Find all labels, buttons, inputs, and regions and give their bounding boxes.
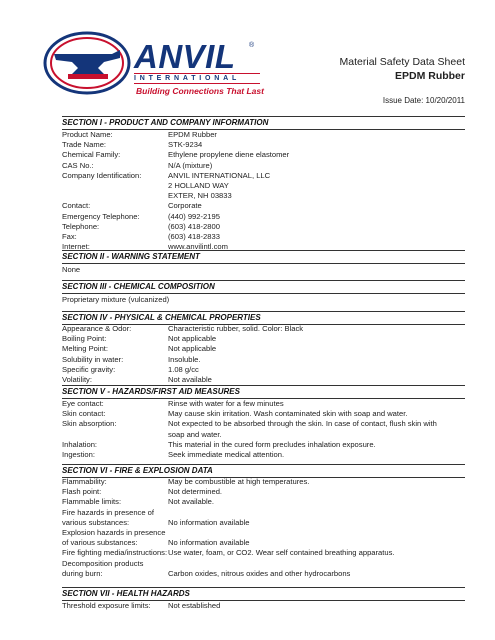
field-value: (440) 992-2195: [168, 211, 220, 221]
field-label: Solubility in water:: [62, 354, 124, 364]
field-value: Not applicable: [168, 344, 217, 354]
field-value: Not determined.: [168, 487, 223, 497]
field-label: Ingestion:: [62, 450, 95, 459]
issue-date: Issue Date: 10/20/2011: [382, 96, 465, 105]
field-value: Characteristic rubber, solid. Color: Black: [168, 324, 304, 333]
section-2-text: None: [62, 265, 81, 274]
field-value: Not applicable: [168, 334, 217, 344]
field-label: Product Name:: [62, 130, 113, 139]
field-label: Fire fighting media/instructions:: [62, 548, 168, 558]
field-label: Appearance & Odor:: [62, 324, 132, 333]
anvil-emblem-icon: [42, 30, 132, 96]
field-value: Seek immediate medical attention.: [168, 450, 285, 459]
anvil-logo: [42, 30, 264, 96]
field-value: (603) 418-2833: [168, 232, 220, 241]
field-value: 2 HOLLAND WAY: [168, 181, 229, 190]
field-value: 1.08 g/cc: [168, 364, 199, 374]
field-value: EPDM Rubber: [168, 130, 217, 139]
field-label: Decomposition products: [62, 558, 144, 568]
registered-mark: ®: [249, 42, 255, 49]
field-value: Ethylene propylene diene elastomer: [168, 150, 290, 160]
field-label: Contact:: [62, 201, 91, 211]
field-label: Trade Name:: [62, 140, 107, 150]
field-value: May be combustible at high temperatures.: [168, 477, 310, 486]
field-value: Carbon oxides, nitrous oxides and other hydrocarbons: [168, 568, 351, 578]
field-label: Company Identification:: [62, 170, 142, 180]
field-label: various substances:: [62, 517, 130, 527]
field-label: Telephone:: [62, 221, 100, 231]
field-value: Use water, foam, or CO2. Wear self contained breathing apparatus.: [168, 548, 395, 558]
field-value: Not established: [168, 601, 221, 610]
product-title: EPDM Rubber: [394, 70, 465, 82]
field-label: Skin contact:: [62, 409, 106, 419]
field-value: N/A (mixture): [168, 160, 213, 170]
field-value: EXTER, NH 03833: [168, 191, 232, 201]
field-value[interactable]: www.anvilintl.com: [168, 242, 228, 252]
field-value: Not expected to be absorbed through the skin. In case of contact, flush skin with: [168, 419, 437, 429]
field-label: Chemical Family:: [62, 150, 121, 160]
section-5-heading: SECTION V - HAZARDS/FIRST AID MEASURES: [62, 385, 465, 399]
field-label: Internet:: [62, 242, 90, 252]
field-value: Insoluble.: [168, 354, 201, 364]
field-label: Boiling Point:: [62, 334, 107, 344]
section-2-heading: SECTION II - WARNING STATEMENT: [62, 250, 465, 264]
field-label: during burn:: [62, 568, 103, 578]
section-3-heading: SECTION III - CHEMICAL COMPOSITION: [62, 280, 465, 294]
section-6-heading: SECTION VI - FIRE & EXPLOSION DATA: [62, 464, 465, 478]
document-title: Material Safety Data Sheet: [339, 56, 465, 68]
field-label: Threshold exposure limits:: [62, 601, 151, 610]
field-label: Flammability:: [62, 477, 107, 486]
field-label: of various substances:: [62, 538, 138, 548]
field-label: Flammable limits:: [62, 497, 122, 507]
section-3-text: Proprietary mixture (vulcanized): [62, 295, 170, 304]
field-value: No information available: [168, 517, 250, 527]
field-value: (603) 418-2800: [168, 221, 220, 231]
field-value: This material in the cured form precludes inhalation exposure.: [168, 439, 376, 449]
field-label: Fire hazards in presence of: [62, 507, 155, 517]
field-label: Flash point:: [62, 487, 102, 497]
logo-tagline: Building Connections That Last: [136, 86, 264, 96]
field-label: Volatility:: [62, 375, 92, 384]
field-label: Specific gravity:: [62, 364, 116, 374]
field-value: ANVIL INTERNATIONAL, LLC: [168, 170, 271, 180]
logo-subtitle: INTERNATIONAL: [134, 73, 260, 84]
field-label: Explosion hazards in presence: [62, 528, 166, 537]
field-value: May cause skin irritation. Wash contaminated skin with soap and water.: [168, 409, 408, 419]
field-value: Not available.: [168, 497, 215, 507]
field-value: No information available: [168, 538, 250, 548]
field-label: CAS No.:: [62, 160, 94, 170]
field-value: soap and water.: [168, 429, 222, 439]
field-value: Not available: [168, 375, 212, 384]
field-label: Inhalation:: [62, 439, 98, 449]
field-value: Rinse with water for a few minutes: [168, 399, 284, 408]
field-label: Skin absorption:: [62, 419, 117, 429]
logo-wordmark: ANVIL: [134, 38, 236, 75]
section-1-heading: SECTION I - PRODUCT AND COMPANY INFORMATION: [62, 116, 465, 130]
field-label: Eye contact:: [62, 399, 104, 408]
field-value: Corporate: [168, 201, 202, 211]
field-label: Melting Point:: [62, 344, 109, 354]
section-7-heading: SECTION VII - HEALTH HAZARDS: [62, 587, 465, 601]
field-value: STK-9234: [168, 140, 203, 150]
field-label: Emergency Telephone:: [62, 211, 140, 221]
field-label: Fax:: [62, 232, 77, 241]
section-4-heading: SECTION IV - PHYSICAL & CHEMICAL PROPERTIES: [62, 311, 465, 325]
